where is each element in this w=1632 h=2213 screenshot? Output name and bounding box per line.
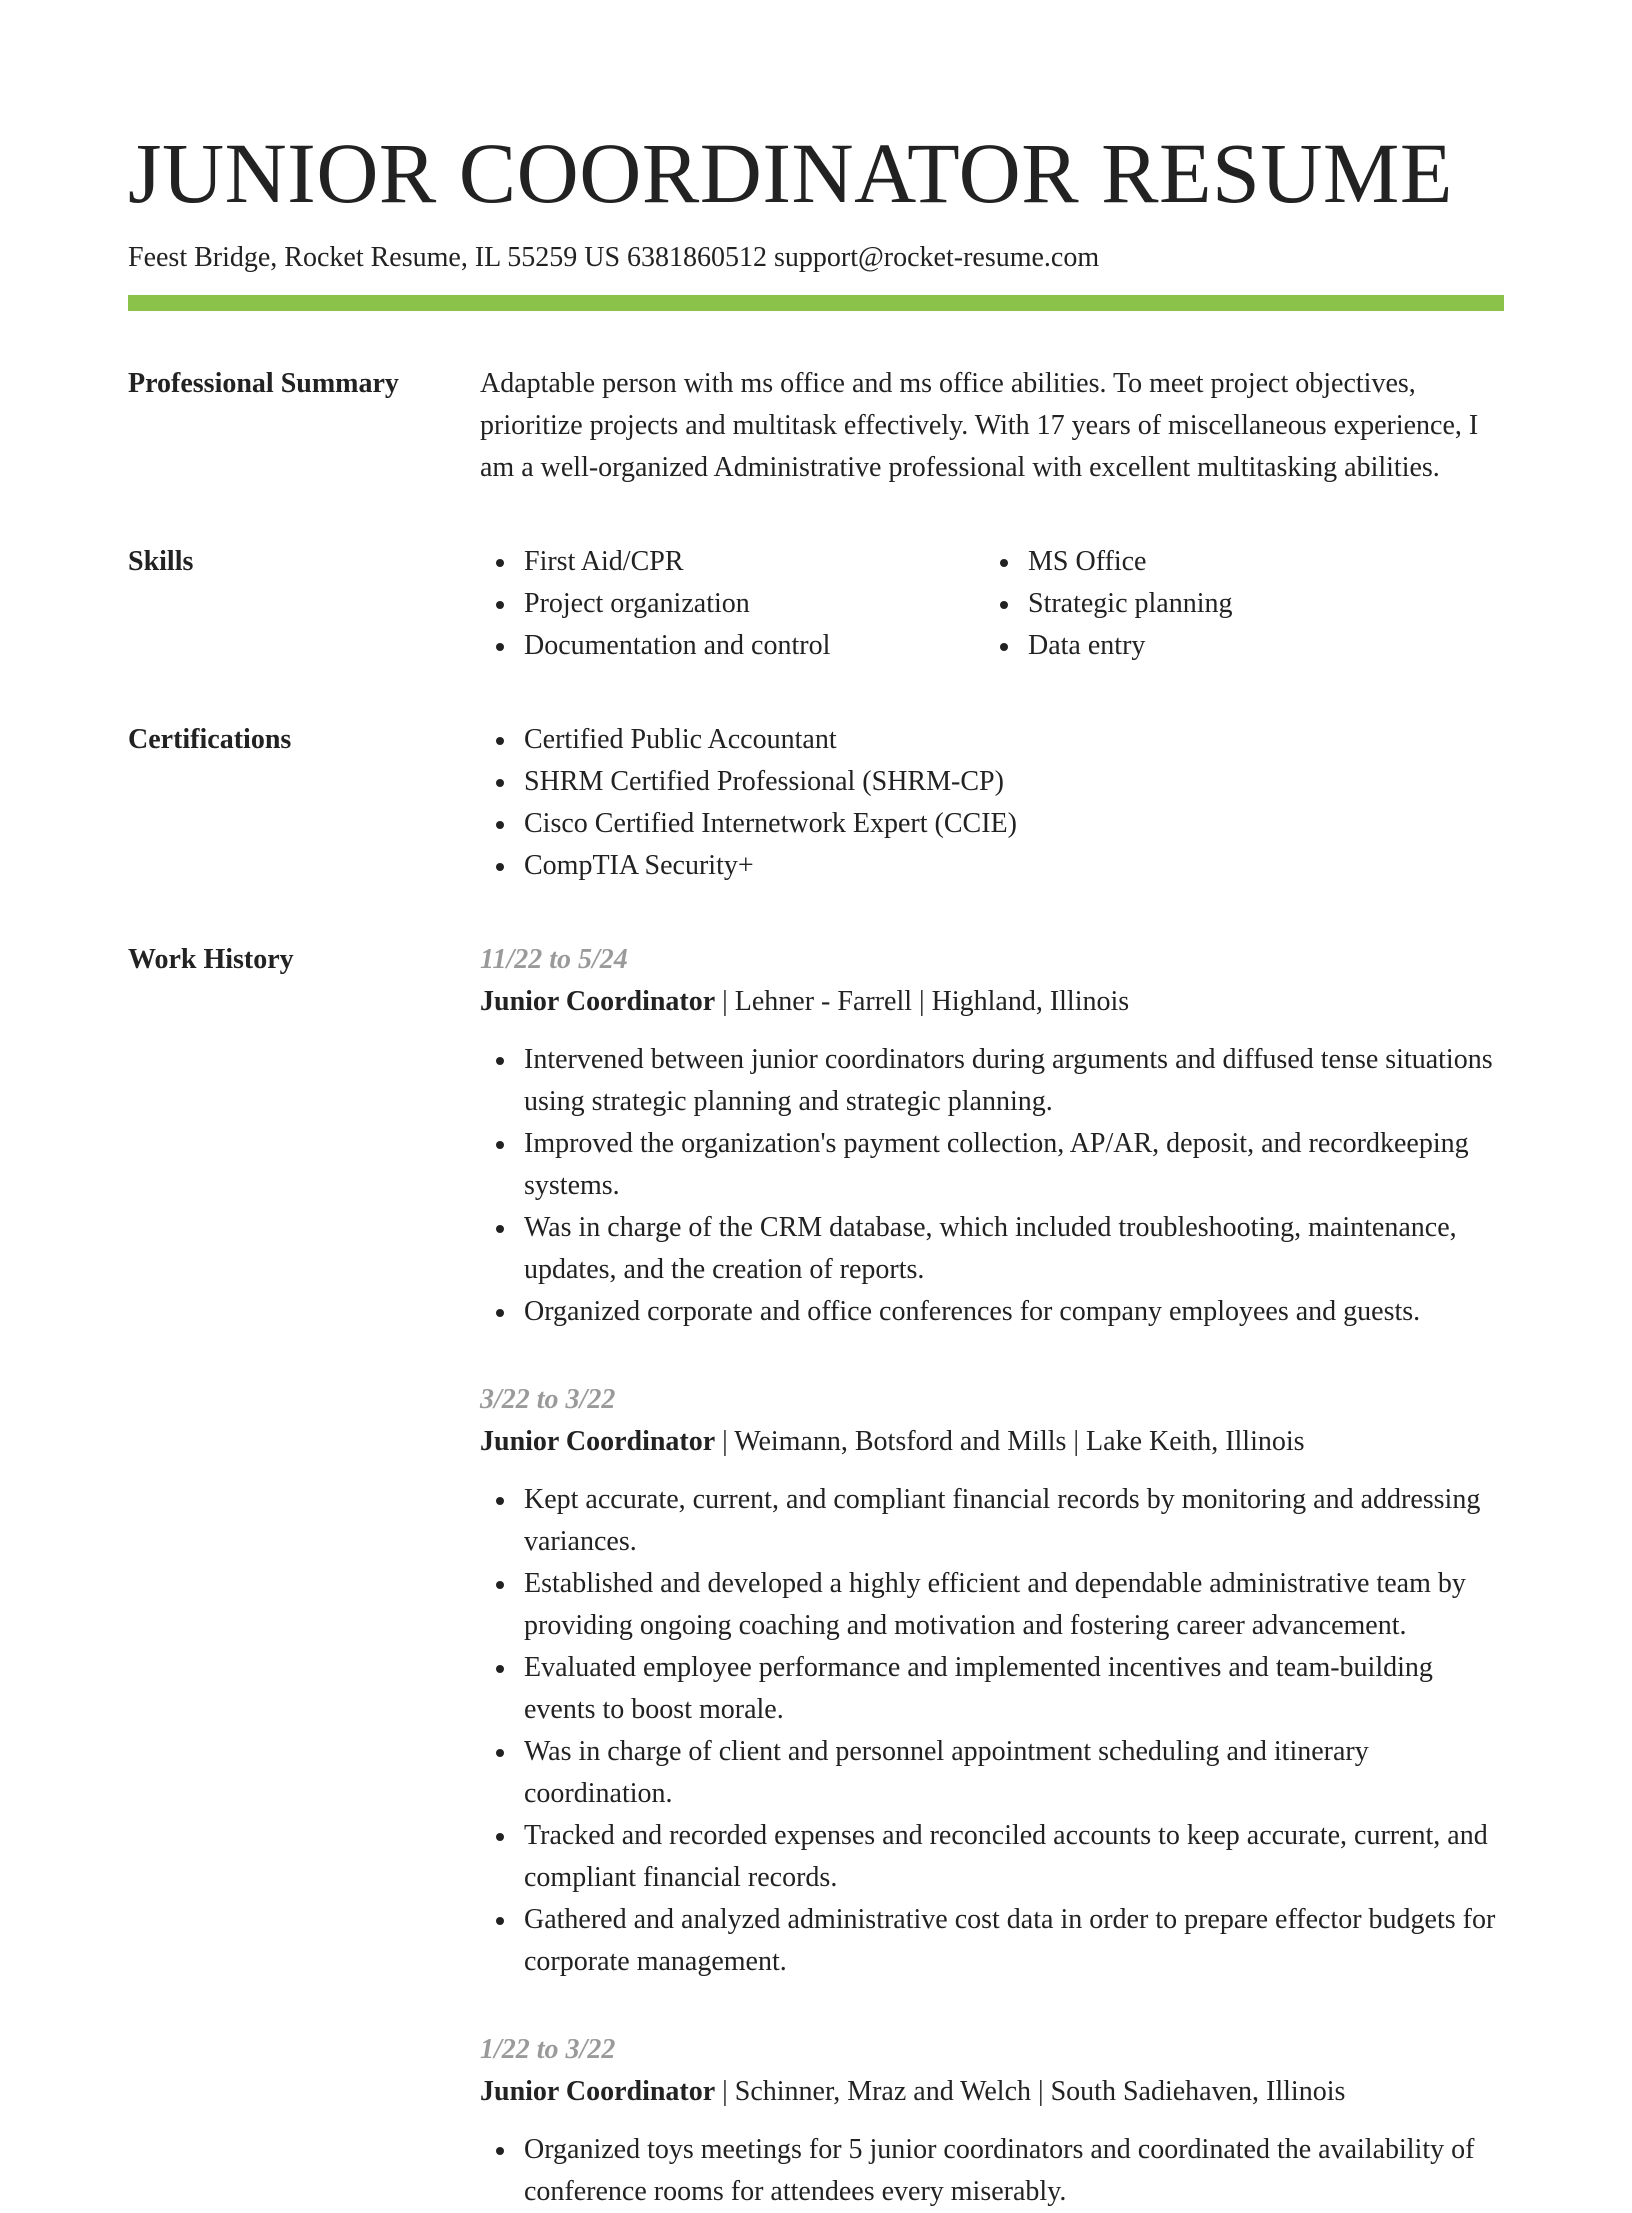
job-bullet: Was in charge of the CRM database, which included troubleshooting, maintenance, updates, and the creation of reports. <box>524 1207 1504 1291</box>
summary-section <box>128 363 1504 489</box>
job-bullet: Established and developed a highly efficient and dependable administrative team by providing ongoing coaching and motivation and fostering career advancement. <box>524 1563 1504 1647</box>
certification-item: Cisco Certified Internetwork Expert (CCIE) <box>524 803 1504 845</box>
job-title: Junior Coordinator <box>480 1426 716 1457</box>
skill-item: MS Office <box>1028 541 1488 583</box>
skills-heading: Skills <box>128 546 194 577</box>
job-entry <box>480 2029 1504 2213</box>
work-history-heading: Work History <box>128 944 294 975</box>
job-bullet: Improved the organization's payment collection, AP/AR, deposit, and recordkeeping systems. <box>524 1123 1504 1207</box>
summary-body <box>480 363 1504 489</box>
job-dates: 3/22 to 3/22 <box>480 1384 616 1415</box>
job-title-line <box>480 981 1504 1023</box>
job-bullet: Evaluated employee performance and implemented incentives and team-building events to boost morale. <box>524 1647 1504 1731</box>
job-title-line <box>480 2071 1504 2113</box>
job-bullet: Organized corporate and office conferences for company employees and guests. <box>524 1291 1504 1333</box>
skills-column-left <box>480 541 984 667</box>
skill-item: Data entry <box>1028 625 1488 667</box>
job-title: Junior Coordinator <box>480 2076 716 2107</box>
job-title-line <box>480 1421 1504 1463</box>
skills-body <box>480 541 1504 667</box>
certifications-body <box>480 719 1504 887</box>
job-bullet: Gathered and analyzed administrative cost data in order to prepare effector budgets for corporate management. <box>524 1899 1504 1983</box>
contact-line: Feest Bridge, Rocket Resume, IL 55259 US 6381860512 support@rocket-resume.com <box>128 242 1100 273</box>
certification-item: SHRM Certified Professional (SHRM-CP) <box>524 761 1504 803</box>
summary-text: Adaptable person with ms office and ms office abilities. To meet project objectives, prioritize projects and multitask effectively. With 17 years of miscellaneous experience, I am a well-organized Administrative professional with excellent multitasking abilities. <box>480 368 1479 483</box>
job-bullet: Tracked and recorded expenses and reconciled accounts to keep accurate, current, and compliant financial records. <box>524 1815 1504 1899</box>
skill-item: Strategic planning <box>1028 583 1488 625</box>
accent-divider <box>128 295 1504 311</box>
skills-column-right <box>984 541 1488 667</box>
skills-section <box>128 541 1504 667</box>
job-details: | Weimann, Botsford and Mills | Lake Keith, Illinois <box>715 1426 1305 1457</box>
skill-item: Project organization <box>524 583 984 625</box>
job-dates: 1/22 to 3/22 <box>480 2034 616 2065</box>
resume-name: JUNIOR COORDINATOR RESUME <box>128 125 1453 221</box>
certifications-section <box>128 719 1504 887</box>
job-entry <box>480 939 1504 1333</box>
certifications-heading: Certifications <box>128 724 292 755</box>
skill-item: Documentation and control <box>524 625 984 667</box>
summary-heading: Professional Summary <box>128 368 399 399</box>
job-bullet: Intervened between junior coordinators during arguments and diffused tense situations using strategic planning and strategic planning. <box>524 1039 1504 1123</box>
certification-item: CompTIA Security+ <box>524 845 1504 887</box>
resume-page <box>128 0 1504 2213</box>
job-title: Junior Coordinator <box>480 986 716 1017</box>
job-details: | Lehner - Farrell | Highland, Illinois <box>715 986 1130 1017</box>
job-bullet: Kept accurate, current, and compliant financial records by monitoring and addressing variances. <box>524 1479 1504 1563</box>
job-bullet: Organized toys meetings for 5 junior coordinators and coordinated the availability of conference rooms for attendees every miserably. <box>524 2129 1504 2213</box>
job-dates: 11/22 to 5/24 <box>480 944 628 975</box>
work-history-body <box>480 939 1504 2213</box>
job-bullet: Was in charge of client and personnel appointment scheduling and itinerary coordination. <box>524 1731 1504 1815</box>
certification-item: Certified Public Accountant <box>524 719 1504 761</box>
job-entry <box>480 1379 1504 1983</box>
skill-item: First Aid/CPR <box>524 541 984 583</box>
work-history-section <box>128 939 1504 2213</box>
job-details: | Schinner, Mraz and Welch | South Sadiehaven, Illinois <box>715 2076 1346 2107</box>
